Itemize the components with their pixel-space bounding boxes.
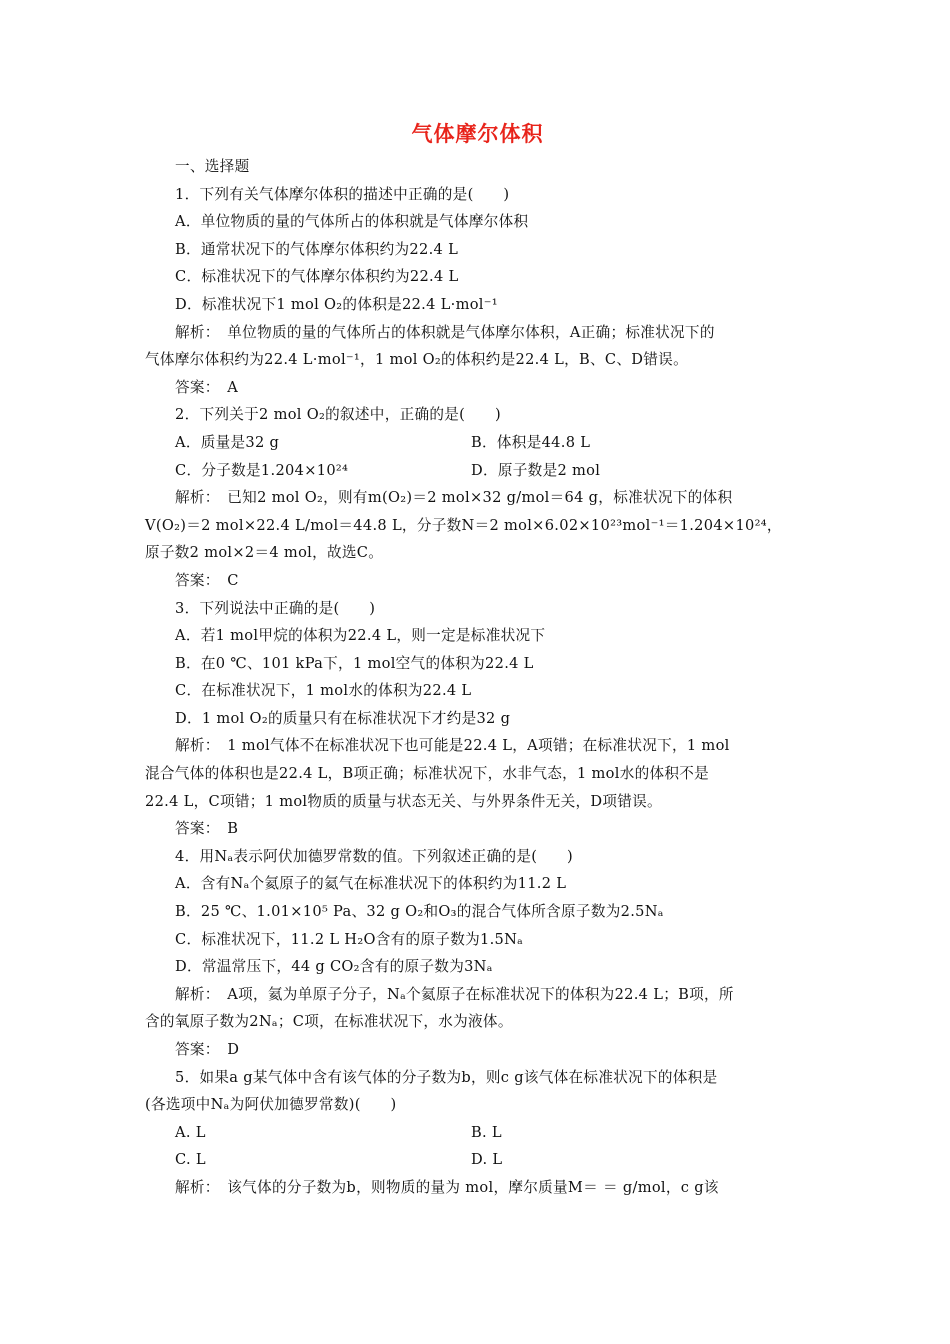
question-4-analysis-line-1: 解析： A项，氦为单原子分子，Nₐ个氦原子在标准状况下的体积为22.4 L；B项，所 (175, 985, 734, 1003)
question-4-option-d: D．常温常压下，44 g CO₂含有的原子数为3Nₐ (175, 958, 493, 976)
question-5-stem-line-2: (各选项中Nₐ为阿伏加德罗常数)( ) (145, 1096, 397, 1114)
question-2-answer: 答案： C (175, 571, 239, 589)
question-2-analysis-line-3: 原子数2 mol×2＝4 mol，故选C。 (145, 544, 384, 562)
question-3-analysis-line-2: 混合气体的体积也是22.4 L，B项正确；标准状况下，水非气态，1 mol水的体积不是 (145, 765, 710, 783)
question-1-option-b: B．通常状况下的气体摩尔体积约为22.4 L (175, 240, 459, 258)
question-3-option-a: A．若1 mol甲烷的体积为22.4 L，则一定是标准状况下 (175, 627, 546, 645)
question-2-option-a: A．质量是32 g (175, 433, 280, 451)
question-2-stem: 2．下列关于2 mol O₂的叙述中，正确的是( ) (175, 406, 501, 424)
question-5-option-c: C. L (175, 1151, 206, 1169)
question-5-analysis-line-1: 解析： 该气体的分子数为b，则物质的量为 mol，摩尔质量M＝ ＝ g/mol，c g该 (175, 1178, 719, 1196)
question-2-options-row-1 (145, 429, 810, 457)
question-1-option-a: A．单位物质的量的气体所占的体积就是气体摩尔体积 (175, 213, 529, 231)
question-1-stem: 1．下列有关气体摩尔体积的描述中正确的是( ) (175, 185, 510, 203)
question-1-analysis-line-2: 气体摩尔体积约为22.4 L·mol⁻¹，1 mol O₂的体积约是22.4 L，B、C、D错误。 (145, 351, 688, 369)
question-3-option-d: D．1 mol O₂的质量只有在标准状况下才约是32 g (175, 709, 511, 727)
question-5-options-row-2 (145, 1146, 810, 1174)
section-heading: 一、选择题 (175, 158, 250, 175)
question-5-option-d: D. L (471, 1151, 503, 1169)
question-3-answer: 答案： B (175, 820, 239, 838)
question-1-option-d: D．标准状况下1 mol O₂的体积是22.4 L·mol⁻¹ (175, 295, 498, 313)
question-2-option-c: C．分子数是1.204×10²⁴ (175, 461, 349, 479)
question-5-options-row-1 (145, 1119, 810, 1147)
question-1-answer: 答案： A (175, 378, 239, 396)
question-5-option-a: A. L (175, 1123, 206, 1141)
question-2-analysis-line-1: 解析： 已知2 mol O₂，则有m(O₂)＝2 mol×32 g/mol＝64 g，标准状况下的体积 (175, 489, 733, 507)
question-3-option-c: C．在标准状况下，1 mol水的体积为22.4 L (175, 682, 472, 700)
question-4-option-b: B．25 ℃、1.01×10⁵ Pa、32 g O₂和O₃的混合气体所含原子数为2.5Nₐ (175, 903, 664, 921)
question-2-option-b: B．体积是44.8 L (471, 433, 591, 451)
question-2-option-d: D．原子数是2 mol (471, 461, 601, 479)
question-5-stem-line-1: 5．如果a g某气体中含有该气体的分子数为b，则c g该气体在标准状况下的体积是 (175, 1068, 718, 1086)
question-4-stem: 4．用Nₐ表示阿伏加德罗常数的值。下列叙述正确的是( ) (175, 847, 574, 865)
question-3-analysis-line-3: 22.4 L，C项错；1 mol物质的质量与状态无关、与外界条件无关，D项错误。 (145, 792, 662, 810)
question-5-option-b: B. L (471, 1123, 502, 1141)
question-3-stem: 3．下列说法中正确的是( ) (175, 599, 376, 617)
document-page (145, 118, 810, 1202)
question-1-option-c: C．标准状况下的气体摩尔体积约为22.4 L (175, 268, 459, 286)
question-3-analysis-line-1: 解析： 1 mol气体不在标准状况下也可能是22.4 L，A项错；在标准状况下，1 mol (175, 737, 730, 755)
question-2-analysis-line-2: V(O₂)＝2 mol×22.4 L/mol＝44.8 L，分子数N＝2 mol×6.02×10²³mol⁻¹＝1.204×10²⁴， (145, 516, 782, 534)
question-1-analysis-line-1: 解析： 单位物质的量的气体所占的体积就是气体摩尔体积，A正确；标准状况下的 (175, 323, 715, 341)
question-2-options-row-2 (145, 457, 810, 485)
question-4-answer: 答案： D (175, 1041, 240, 1058)
question-4-analysis-line-2: 含的氧原子数为2Nₐ；C项，在标准状况下，水为液体。 (145, 1013, 513, 1031)
document-title: 气体摩尔体积 (411, 121, 544, 146)
question-4-option-a: A．含有Nₐ个氦原子的氦气在标准状况下的体积约为11.2 L (175, 875, 567, 893)
question-3-option-b: B．在0 ℃、101 kPa下，1 mol空气的体积为22.4 L (175, 654, 534, 672)
question-4-option-c: C．标准状况下，11.2 L H₂O含有的原子数为1.5Nₐ (175, 930, 524, 948)
